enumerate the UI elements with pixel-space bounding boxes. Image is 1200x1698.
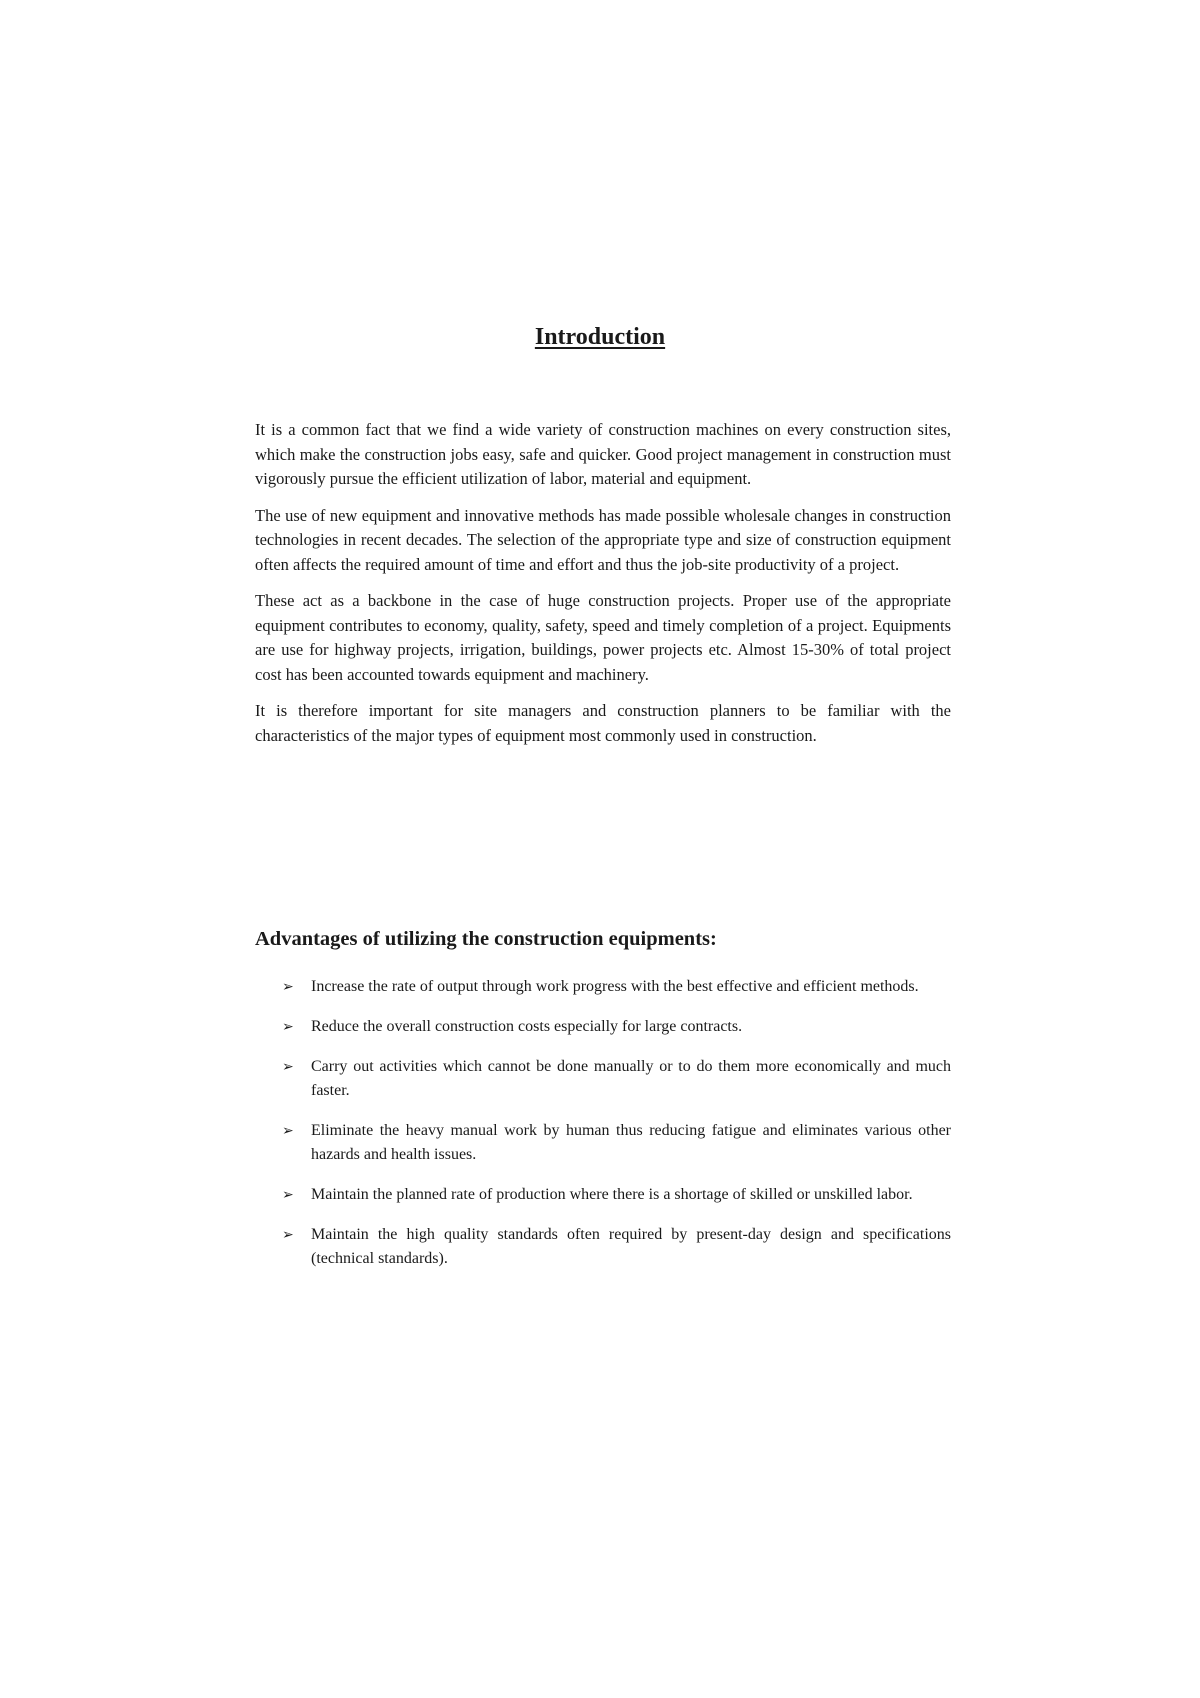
page-title: Introduction bbox=[534, 324, 666, 350]
list-item-text: Maintain the planned rate of production where there is a shortage of skilled or unskilled labor. bbox=[311, 1186, 913, 1203]
intro-paragraph-4: It is therefore important for site managers and construction planners to be familiar with the characteristics of the major types of equipment most commonly used in construction. bbox=[255, 701, 951, 745]
arrow-bullet-icon: ➢ bbox=[282, 979, 294, 995]
list-item bbox=[282, 1055, 951, 1103]
arrow-bullet-icon: ➢ bbox=[282, 1227, 294, 1243]
list-item-text: Increase the rate of output through work progress with the best effective and efficient methods. bbox=[311, 978, 919, 995]
arrow-bullet-icon: ➢ bbox=[282, 1059, 294, 1075]
list-item-text: Maintain the high quality standards often required by present-day design and specifications (technical standards). bbox=[311, 1226, 951, 1267]
advantages-heading: Advantages of utilizing the construction equipments: bbox=[255, 928, 717, 950]
list-item-text: Carry out activities which cannot be done manually or to do them more economically and much faster. bbox=[311, 1058, 951, 1099]
intro-paragraph-3: These act as a backbone in the case of huge construction projects. Proper use of the appropriate equipment contributes to economy, quality, safety, speed and timely completion of a project. Equipments are use for highway projects, irrigation, buildings, power projects etc. Almost 15-30% of total project cost has been accounted towards equipment and machinery. bbox=[255, 591, 951, 684]
list-item bbox=[282, 1183, 951, 1207]
arrow-bullet-icon: ➢ bbox=[282, 1019, 294, 1035]
arrow-bullet-icon: ➢ bbox=[282, 1187, 294, 1203]
advantages-list bbox=[282, 975, 951, 1287]
intro-paragraph-2: The use of new equipment and innovative methods has made possible wholesale changes in construction technologies in recent decades. The selection of the appropriate type and size of construction equipment often affects the required amount of time and effort and thus the job-site productivity of a project. bbox=[255, 505, 951, 574]
list-item-text: Reduce the overall construction costs especially for large contracts. bbox=[311, 1018, 743, 1035]
list-item bbox=[282, 1015, 951, 1039]
list-item bbox=[282, 1223, 951, 1271]
list-item-text: Eliminate the heavy manual work by human thus reducing fatigue and eliminates various other hazards and health issues. bbox=[311, 1122, 951, 1163]
list-item bbox=[282, 1119, 951, 1167]
list-item bbox=[282, 975, 951, 999]
introduction-section bbox=[255, 418, 951, 760]
intro-paragraph-1: It is a common fact that we find a wide variety of construction machines on every construction sites, which make the construction jobs easy, safe and quicker. Good project management in construction must vigorously pursue the efficient utilization of labor, material and equipment. bbox=[255, 420, 951, 488]
arrow-bullet-icon: ➢ bbox=[282, 1123, 294, 1139]
